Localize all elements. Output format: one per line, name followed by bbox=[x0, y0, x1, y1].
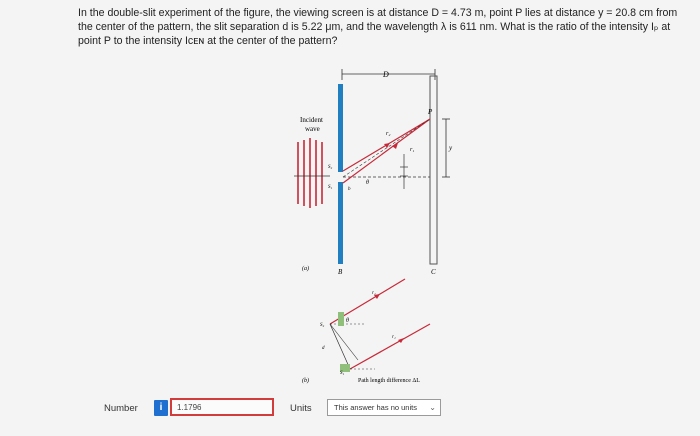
y-distance-label: y bbox=[449, 144, 453, 152]
theta-label-a: θ bbox=[366, 180, 369, 186]
r1-label-b: r₁ bbox=[392, 335, 396, 340]
units-selected-value: This answer has no units bbox=[334, 403, 417, 412]
barrier-bottom bbox=[338, 182, 343, 264]
r2-label: r₂ bbox=[386, 131, 391, 137]
incident-label-line2: wave bbox=[305, 125, 320, 133]
d-label-b: d bbox=[322, 346, 325, 351]
double-slit-diagram bbox=[280, 64, 470, 394]
question-text: In the double-slit experiment of the figure, the viewing screen is at distance D = 4.73 m, point P lies at distance y = 20.8 cm from the center of the pattern, the slit separation d is 5.22 μm, and the wavelength λ is 611 nm. What is the ratio of the intensity Iₚ at point P to the intensity Iᴄᴇɴ at the center of the pattern? bbox=[78, 7, 678, 47]
number-input[interactable] bbox=[170, 398, 274, 416]
r1-label: r₁ bbox=[410, 147, 415, 153]
barrier-label: B bbox=[338, 268, 343, 276]
s2-label-a: S₂ bbox=[328, 165, 333, 170]
b-label: b bbox=[348, 187, 351, 192]
point-p-label: P bbox=[428, 108, 433, 116]
units-label: Units bbox=[290, 403, 312, 414]
incident-wavefronts bbox=[298, 138, 322, 208]
d-distance-label: D bbox=[383, 70, 389, 79]
viewing-screen bbox=[430, 76, 437, 264]
theta-label-b: θ bbox=[346, 318, 349, 324]
part-b-label: (b) bbox=[302, 378, 309, 384]
number-label: Number bbox=[104, 403, 138, 414]
part-a-label: (a) bbox=[302, 266, 309, 272]
r2-label-b: r₂ bbox=[372, 291, 376, 296]
chevron-down-icon: ⌄ bbox=[429, 403, 436, 412]
s1-label-a: S₁ bbox=[328, 185, 333, 190]
path-diff-label: Path length difference ΔL bbox=[358, 378, 420, 384]
units-select[interactable] bbox=[327, 399, 441, 416]
info-icon[interactable]: i bbox=[154, 400, 168, 416]
s1-label-b: S₁ bbox=[340, 371, 345, 376]
barrier-top bbox=[338, 84, 343, 172]
incident-label-line1: Incident bbox=[300, 116, 323, 124]
answer-row bbox=[0, 398, 700, 422]
ray-r1 bbox=[343, 119, 430, 183]
screen-label: C bbox=[431, 268, 436, 276]
double-slit-figure bbox=[280, 64, 470, 394]
s2-label-b: S₂ bbox=[320, 323, 325, 328]
